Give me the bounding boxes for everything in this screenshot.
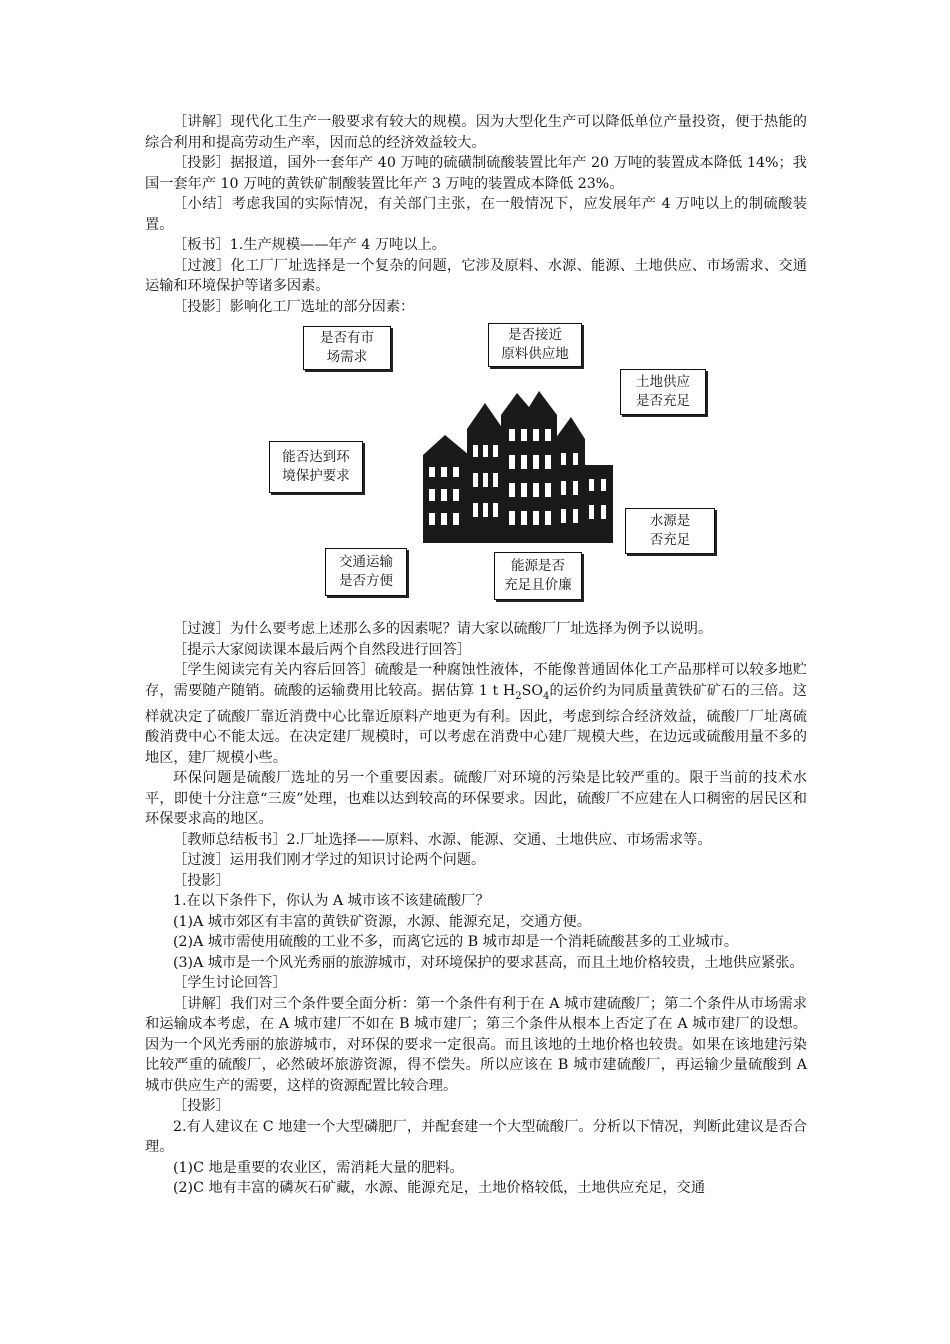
factor-transport-box: 交通运输 是否方便: [325, 548, 407, 596]
para-student-reading: ［学生阅读完有关内容后回答］硫酸是一种腐蚀性液体，不能像普通固体化工产品那样可以较多地贮存，需要随产随销。硫酸的运输费用比较高。据估算 1 t $H_2SO_4$的运价约为同质量黄铁矿矿石的三倍。这样就决定了硫酸厂靠近消费中心比靠近原料产地更为有利。因此，考虑到综合经济效益，硫酸厂厂址离硫酸消费中心不能太远。在决定建厂规模时，可以考虑在消费中心建厂规模大些，在边远或硫酸用量不多的地区，建厂规模小些。: [145, 662, 807, 766]
para-student-discuss: ［学生讨论回答］: [173, 975, 287, 992]
para-explain: ［讲解］现代化工生产一般要求有较大的规模。因为大型化生产可以降低单位产量投资，便于热能的综合利用和提高劳动生产率，因而总的经济效益较大。: [145, 114, 807, 151]
question-1-condition-1: (1)A 城市郊区有丰富的黄铁矿资源，水源、能源充足，交通方便。: [173, 913, 591, 930]
factory-building-image: [421, 385, 615, 545]
site-factors-figure: [145, 321, 807, 613]
para-projection-1: ［投影］: [173, 872, 230, 889]
para-teacher-board: ［教师总结板书］2.厂址选择——原料、水源、能源、交通、土地供应、市场需求等。: [173, 831, 712, 848]
para-projection: ［投影］据报道，国外一套年产 40 万吨的硫磺制硫酸装置比年产 20 万吨的装置成本降低 14%；我国一套年产 10 万吨的黄铁矿制酸装置比年产 3 万吨的装置成本降低 23%。: [145, 155, 807, 192]
question-2-condition-1: (1)C 地是重要的农业区，需消耗大量的肥料。: [173, 1159, 464, 1176]
para-environment: 环保问题是硫酸厂选址的另一个重要因素。硫酸厂对环境的污染是比较严重的。限于当前的技术水平，即使十分注意“三废”处理，也难以达到较高的环保要求。因此，硫酸厂不应建在人口稠密的居民区和环保要求高的地区。: [145, 770, 807, 828]
question-2-condition-2: (2)C 地有丰富的磷灰石矿藏，水源、能源充足，土地价格较低，土地供应充足，交通: [173, 1180, 706, 1197]
para-board: ［板书］1.生产规模——年产 4 万吨以上。: [173, 237, 446, 253]
question-2: 2.有人建议在 C 地建一个大型磷肥厂，并配套建一个大型硫酸厂。分析以下情况，判断此建议是否合理。: [145, 1118, 807, 1156]
factor-land-box: 土地供应 是否充足: [620, 369, 706, 415]
question-1: 1.在以下条件下，你认为 A 城市该不该建硫酸厂？: [173, 893, 490, 910]
document-page: [145, 112, 807, 1199]
factor-energy-box: 能源是否 充足且价廉: [494, 552, 582, 600]
para-summary: ［小结］考虑我国的实际情况，有关部门主张，在一般情况下，应发展年产 4 万吨以上的制硫酸装置。: [145, 196, 807, 233]
question-1-condition-2: (2)A 城市需使用硫酸的工业不多，而离它远的 B 城市却是一个消耗硫酸甚多的工业城市。: [173, 934, 739, 951]
para-hint: ［提示大家阅读课本最后两个自然段进行回答］: [173, 641, 471, 658]
para-transition-discuss: ［过渡］运用我们刚才学过的知识讨论两个问题。: [173, 852, 486, 869]
factor-environment-box: 能否达到环 境保护要求: [269, 441, 363, 493]
factor-water-box: 水源是 否充足: [625, 508, 715, 554]
question-1-condition-3: (3)A 城市是一个风光秀丽的旅游城市，对环境保护的要求甚高，而且土地价格较贵，土地供应紧张。: [173, 954, 804, 971]
para-projection-2: ［投影］: [173, 1098, 230, 1115]
para-explain-analysis: ［讲解］我们对三个条件要全面分析：第一个条件有利于在 A 城市建硫酸厂；第二个条件从市场需求和运输成本考虑，在 A 城市建厂不如在 B 城市建厂；第三个条件从根本上否定了在 A 城市建厂的设想。因为一个风光秀丽的旅游城市，对环保的要求一定很高。而且该地的土地价格也较贵。如果在该地建污染比较严重的硫酸厂，必然破坏旅游资源，得不偿失。所以应该在 B 城市建硫酸厂，再运输少量硫酸到 A 城市供应生产的需要，这样的资源配置比较合理。: [145, 995, 807, 1094]
para-projection-factors: ［投影］影响化工厂选址的部分因素：: [173, 298, 415, 315]
factor-raw-material-box: 是否接近 原料供应地: [488, 323, 582, 367]
para-transition: ［过渡］化工厂厂址选择是一个复杂的问题，它涉及原料、水源、能源、土地供应、市场需求、交通运输和环境保护等诸多因素。: [145, 257, 807, 294]
para-why-factors: ［过渡］为什么要考虑上述那么多的因素呢？请大家以硫酸厂厂址选择为例予以说明。: [173, 621, 713, 637]
factor-market-box: 是否有市 场需求: [303, 326, 391, 370]
